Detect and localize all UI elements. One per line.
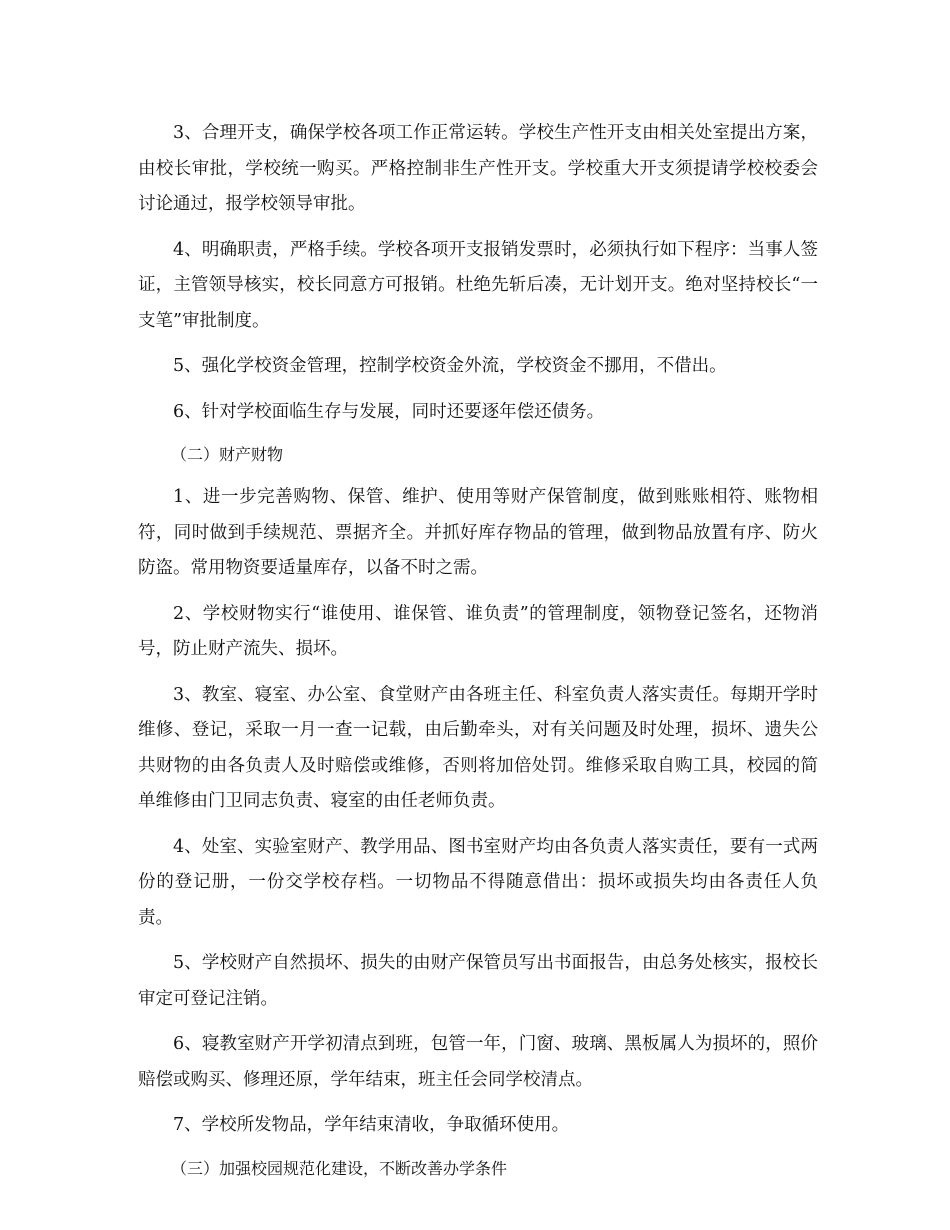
document-body bbox=[138, 116, 818, 1194]
paragraph-expense-5: 5、强化学校资金管理，控制学校资金外流，学校资金不挪用，不借出。 bbox=[173, 356, 727, 376]
paragraph-property-7: 7、学校所发物品，学年结束清收，争取循环使用。 bbox=[173, 1115, 570, 1135]
paragraph-property-2: 2、学校财物实行“谁使用、谁保管、谁负责”的管理制度，领物登记签名，还物消号，防止财产流失、损坏。 bbox=[138, 603, 818, 659]
paragraph-property-4: 4、处室、实验室财产、教学用品、图书室财产均由各负责人落实责任，要有一式两份的登记册，一份交学校存档。一切物品不得随意借出：损坏或损失均由各责任人负责。 bbox=[138, 836, 818, 928]
paragraph-property-3: 3、教室、寝室、办公室、食堂财产由各班主任、科室负责人落实责任。每期开学时维修、登记，采取一月一查一记载，由后勤牵头，对有关问题及时处理，损坏、遗失公共财物的由各负责人及时赔偿或维修，否则将加倍处罚。维修采取自购工具，校园的简单维修由门卫同志负责、寝室的由任老师负责。 bbox=[138, 684, 818, 811]
paragraph-property-6: 6、寝教室财产开学初清点到班，包管一年，门窗、玻璃、黑板属人为损坏的，照价赔偿或购买、修理还原，学年结束，班主任会同学校清点。 bbox=[138, 1034, 818, 1090]
paragraph-expense-4: 4、明确职责，严格手续。学校各项开支报销发票时，必须执行如下程序：当事人签证，主管领导核实，校长同意方可报销。杜绝先斩后凑，无计划开支。绝对坚持校长“一支笔”审批制度。 bbox=[138, 239, 818, 331]
paragraph-property-1: 1、进一步完善购物、保管、维护、使用等财产保管制度，做到账账相符、账物相符，同时做到手续规范、票据齐全。并抓好库存物品的管理，做到物品放置有序、防火防盗。常用物资要适量库存，以备不时之需。 bbox=[138, 487, 818, 578]
section-heading-property: （二）财产财物 bbox=[171, 445, 284, 464]
paragraph-expense-3: 3、合理开支，确保学校各项工作正常运转。学校生产性开支由相关处室提出方案，由校长审批，学校统一购买。严格控制非生产性开支。学校重大开支须提请学校校委会讨论通过，报学校领导审批。 bbox=[138, 123, 818, 214]
paragraph-expense-6: 6、针对学校面临生存与发展，同时还要逐年偿还债务。 bbox=[173, 401, 605, 422]
paragraph-property-5: 5、学校财产自然损坏、损失的由财产保管员写出书面报告，由总务处核实，报校长审定可登记注销。 bbox=[138, 953, 818, 1009]
section-heading-campus: （三）加强校园规范化建设，不断改善办学条件 bbox=[171, 1158, 508, 1178]
